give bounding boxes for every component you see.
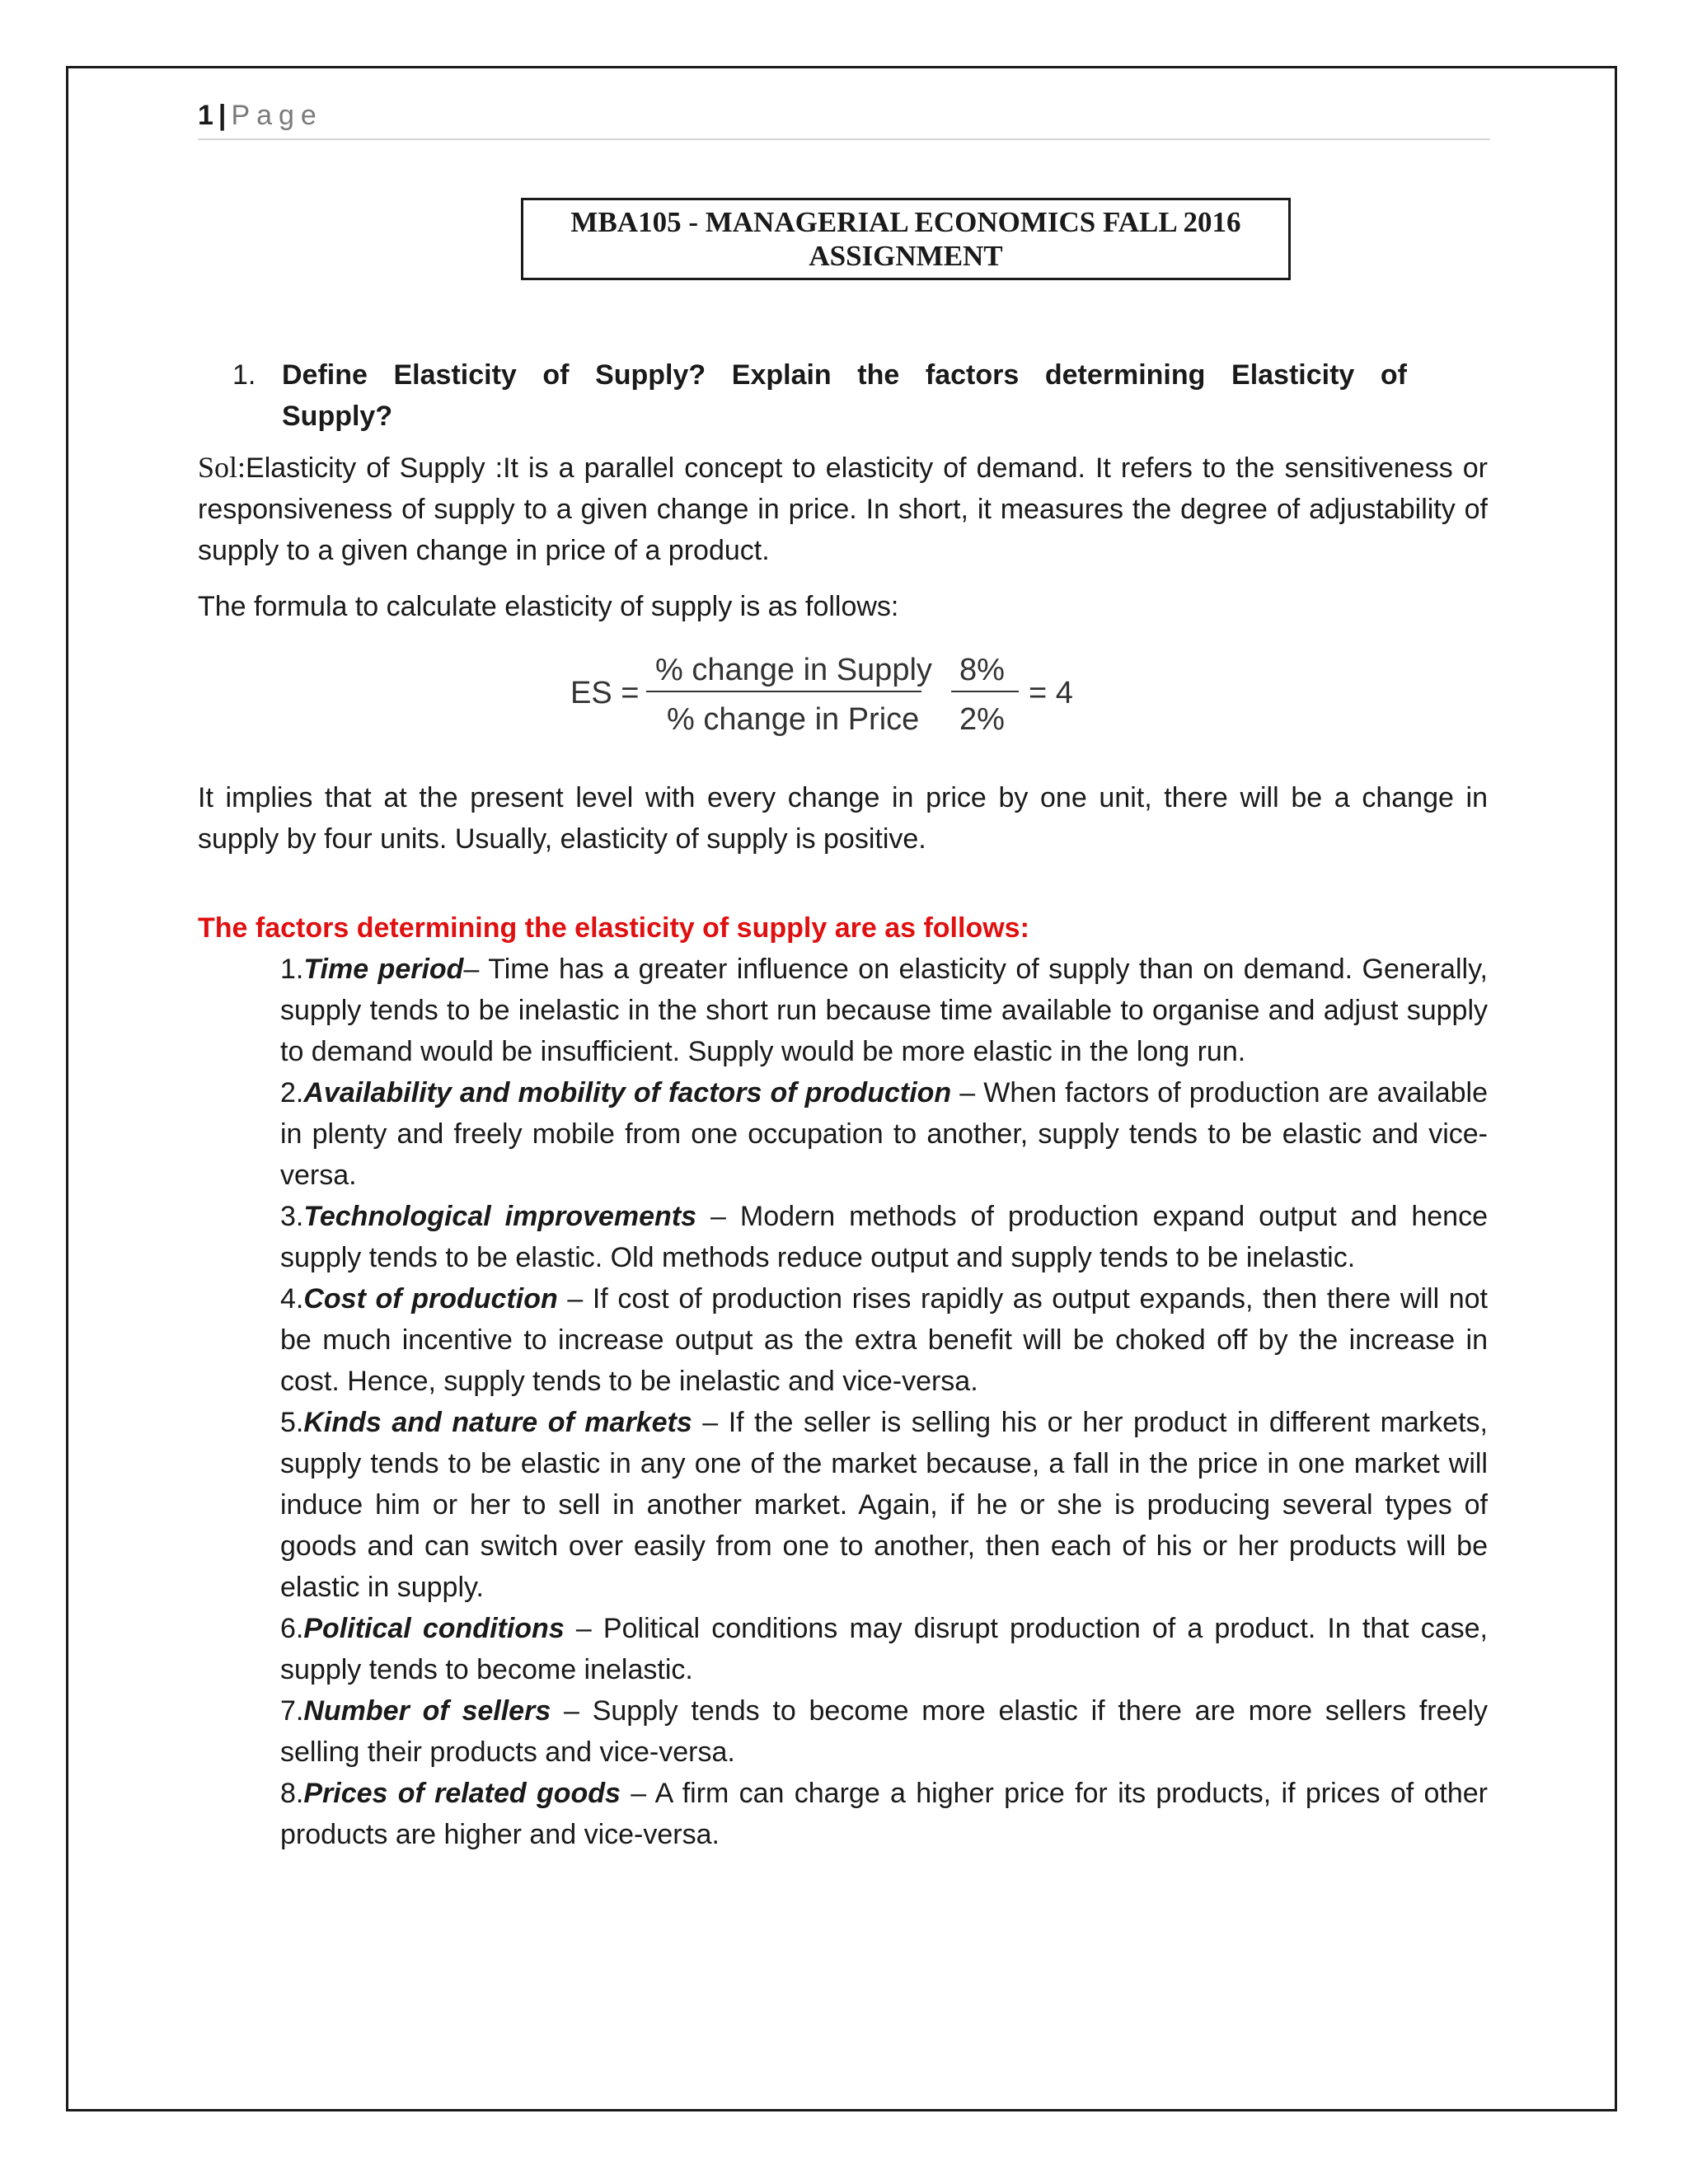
formula-intro: The formula to calculate elasticity of supply is as follows:	[198, 591, 899, 622]
title-line-2: ASSIGNMENT	[809, 240, 1003, 272]
factor-text: Political conditions may disrupt production of a product. In that case, supply tends to become inelastic.	[280, 1613, 1488, 1685]
factor-item	[280, 1690, 1488, 1773]
page-number: 1	[198, 100, 213, 131]
factor-item	[280, 1196, 1488, 1278]
factor-item	[280, 1608, 1488, 1690]
factor-dash: –	[696, 1201, 740, 1232]
formula-numerator: % change in Supply	[655, 653, 932, 687]
factor-dash: –	[463, 954, 489, 985]
document-body	[198, 354, 1488, 1855]
page-header	[198, 97, 1490, 140]
factor-name: Number of sellers	[303, 1695, 551, 1727]
factor-name: Time period	[303, 954, 464, 985]
factors-heading: The factors determining the elasticity of supply are as follows:	[198, 912, 1029, 944]
factor-number: 8.	[280, 1778, 304, 1809]
factor-text: If cost of production rises rapidly as output expands, then there will not be much incentive to increase output as the extra benefit will be choked off by the increase in cost. Hence, supply tends to be inelastic and vice-versa.	[280, 1283, 1488, 1397]
factor-number: 7.	[280, 1695, 304, 1727]
factor-text: Supply tends to become more elastic if there are more sellers freely selling their products and vice-versa.	[280, 1695, 1488, 1768]
page-separator: |	[218, 100, 227, 131]
assignment-title-box	[521, 198, 1291, 280]
solution-paragraph	[198, 447, 1488, 571]
factor-name: Kinds and nature of markets	[303, 1407, 692, 1438]
factor-dash: –	[564, 1613, 603, 1644]
formula-graphic	[570, 642, 1147, 744]
formula-value-denominator: 2%	[959, 702, 1005, 737]
factor-dash: –	[620, 1778, 655, 1809]
factor-text: When factors of production are available in plenty and freely mobile from one occupation to another, supply tends to be elastic and vice-versa.	[280, 1077, 1488, 1191]
formula-lhs: ES =	[570, 676, 640, 710]
factor-name: Technological improvements	[303, 1201, 697, 1232]
elasticity-formula	[198, 642, 1488, 744]
factor-dash: –	[951, 1077, 984, 1108]
factor-item	[280, 1773, 1488, 1855]
implication-paragraph: It implies that at the present level with every change in price by one unit, there will be a change in supply by four units. Usually, elasticity of supply is positive.	[198, 782, 1488, 855]
factor-name: Cost of production	[303, 1283, 558, 1315]
factor-number: 2.	[280, 1077, 304, 1108]
factor-number: 4.	[280, 1283, 304, 1315]
factor-list	[198, 949, 1488, 1855]
factor-name: Political conditions	[303, 1613, 565, 1644]
question-text: Define Elasticity of Supply? Explain the factors determining Elasticity of Supply?	[282, 359, 1407, 432]
page-word: Page	[231, 100, 323, 131]
factor-number: 6.	[280, 1613, 304, 1644]
factor-item	[280, 1278, 1488, 1402]
formula-denominator: % change in Price	[667, 702, 920, 737]
factor-dash: –	[557, 1283, 593, 1315]
factor-text: Modern methods of production expand output and hence supply tends to be elastic. Old methods reduce output and supply tends to be inelastic.	[280, 1201, 1488, 1273]
factor-text: A firm can charge a higher price for its products, if prices of other products are higher and vice-versa.	[280, 1778, 1488, 1850]
factor-name: Prices of related goods	[303, 1778, 621, 1809]
factor-item	[280, 1072, 1488, 1196]
question	[198, 354, 1407, 437]
factor-dash: –	[692, 1407, 729, 1438]
solution-label: Sol:	[198, 451, 246, 484]
factor-text: Time has a greater influence on elasticity of supply than on demand. Generally, supply tends to be inelastic in the short run because time available to organise and adjust supply to demand would be insufficient. Supply would be more elastic in the long run.	[280, 954, 1488, 1067]
factor-number: 3.	[280, 1201, 304, 1232]
title-line-1: MBA105 - MANAGERIAL ECONOMICS FALL 2016	[570, 206, 1241, 238]
solution-text: Elasticity of Supply :It is a parallel concept to elasticity of demand. It refers to the sensitiveness or responsiveness of supply to a given change in price. In short, it measures the degree of adjustability of supply to a given change in price of a product.	[198, 452, 1488, 566]
factor-text: If the seller is selling his or her product in different markets, supply tends to be elastic in any one of the market because, a fall in the price in one market will induce him or her to sell in another market. Again, if he or she is producing several types of goods and can switch over easily from one to another, then each of his or her products will be elastic in supply.	[280, 1407, 1488, 1603]
factor-number: 5.	[280, 1407, 304, 1438]
factor-item	[280, 949, 1488, 1072]
factor-name: Availability and mobility of factors of production	[303, 1077, 952, 1108]
factor-dash: –	[551, 1695, 593, 1727]
factor-item	[280, 1402, 1488, 1608]
factor-number: 1.	[280, 954, 304, 985]
formula-value-numerator: 8%	[959, 653, 1005, 687]
question-number: 1.	[232, 359, 256, 391]
formula-result: = 4	[1029, 676, 1073, 710]
